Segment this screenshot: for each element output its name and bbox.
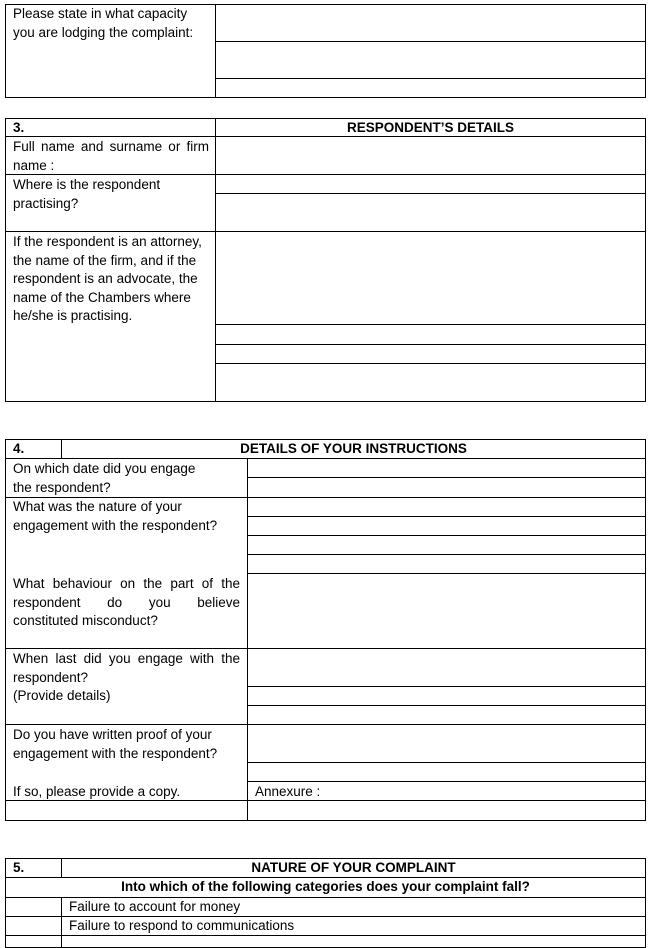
annexure-label: Annexure : [255, 784, 321, 799]
capacity-answer-field[interactable] [216, 5, 645, 97]
option-checkbox-account-money[interactable] [6, 898, 61, 916]
respondent-firm-field[interactable] [216, 232, 645, 401]
section4-title: DETAILS OF YOUR INSTRUCTIONS [240, 441, 467, 456]
section3-title: RESPONDENT’S DETAILS [346, 120, 515, 135]
respondent-name-label: Full name and surname or firm name : [13, 139, 209, 173]
section5-question: Into which of the following categories does your complaint fall? [121, 879, 530, 894]
annexure-field[interactable] [320, 782, 645, 800]
respondent-name-field[interactable] [216, 137, 645, 174]
section4-number: 4. [13, 441, 25, 456]
misconduct-label: What behaviour on the part of the respondent do you believe constituted misconduct? [13, 576, 240, 628]
engage-date-field[interactable] [248, 459, 645, 497]
respondent-practising-field[interactable] [216, 175, 645, 231]
written-proof-field[interactable] [248, 725, 645, 781]
respondent-practising-label: Where is the respondent practising? [13, 177, 161, 211]
section5-number: 5. [13, 860, 25, 875]
engagement-nature-label: What was the nature of your engagement with the respondent? [13, 499, 218, 533]
section3-number: 3. [13, 120, 25, 135]
section5-line [5, 935, 646, 936]
last-engagement-label: When last did you engage with the respondent? (Provide details) [13, 651, 240, 703]
section5-option-divider [61, 897, 62, 947]
option-account-money-label: Failure to account for money [69, 899, 241, 914]
written-proof-label: Do you have written proof of your engagement with the respondent? [13, 727, 218, 761]
option-checkbox-respond-communications[interactable] [6, 917, 61, 935]
capacity-label: Please state in what capacity you are lodging the complaint: [13, 6, 194, 40]
engage-date-label: On which date did you engage the respondent? [13, 461, 196, 495]
respondent-firm-label: If the respondent is an attorney, the name of the firm, and if the respondent is an advocate, the name of the Chambers where he/she is practising. [13, 234, 202, 323]
option-respond-communications-label: Failure to respond to communications [69, 918, 295, 933]
misconduct-field[interactable] [248, 574, 645, 648]
provide-copy-label: If so, please provide a copy. [13, 784, 181, 799]
section5-title: NATURE OF YOUR COMPLAINT [251, 860, 456, 875]
last-engagement-field[interactable] [248, 649, 645, 724]
engagement-nature-field[interactable] [248, 498, 645, 573]
